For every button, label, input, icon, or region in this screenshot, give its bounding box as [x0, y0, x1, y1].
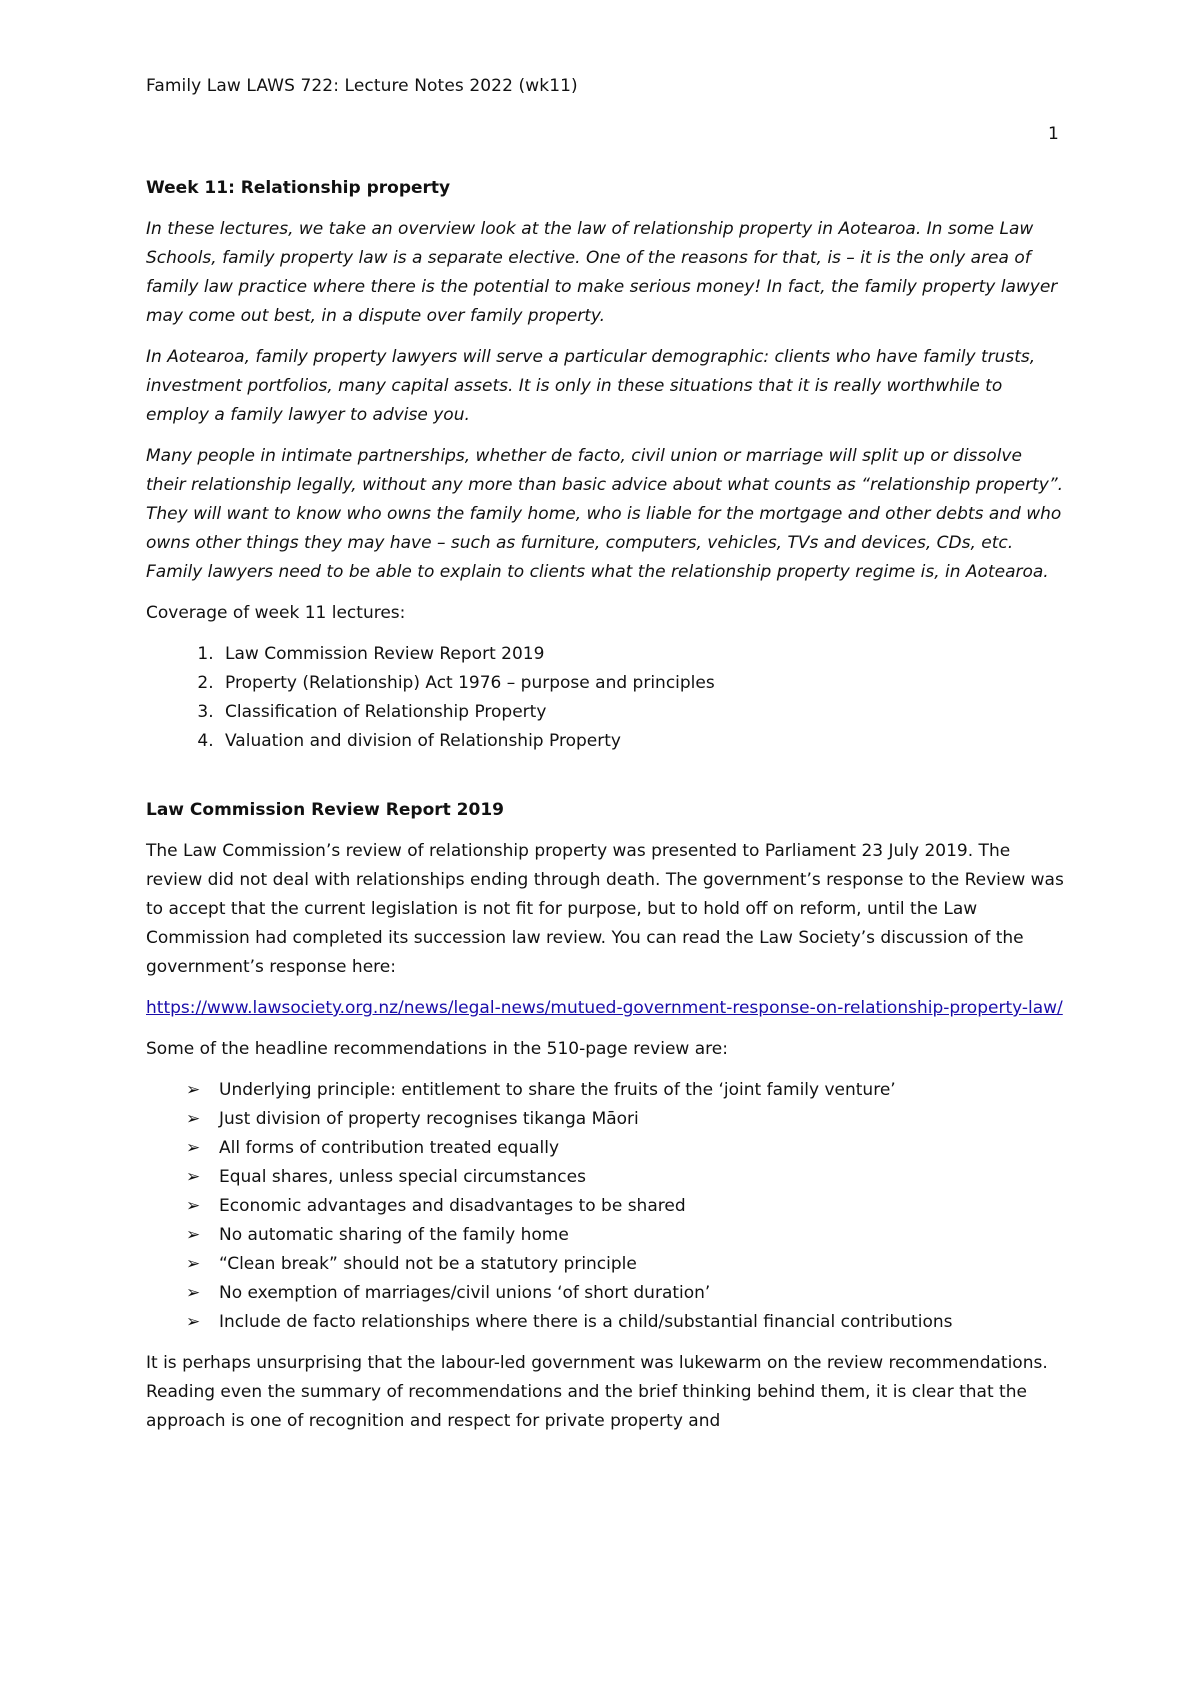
- arrow-bullet-icon: ➢: [186, 1167, 201, 1187]
- spacer: [146, 768, 1066, 796]
- section-heading-week11: Week 11: Relationship property: [146, 178, 451, 198]
- recommendation-item: [186, 1105, 1066, 1134]
- coverage-item: 4. Valuation and division of Relationship Property: [219, 727, 1066, 756]
- recommendation-item: [186, 1163, 1066, 1192]
- review-paragraph: The Law Commission’s review of relationship property was presented to Parliament 23 July 2019. The review did not deal with relationships ending through death. The government’s response to the Review was to accept that the current legislation is not fit for purpose, but to hold off on reform, until the Law Commission had completed its succession law review. You can read the Law Society’s discussion of the government’s response here:: [146, 841, 1064, 977]
- recommendation-item: [186, 1308, 1066, 1337]
- recommendation-text: Economic advantages and disadvantages to be shared: [219, 1196, 686, 1216]
- intro-paragraph-1: In these lectures, we take an overview look at the law of relationship property in Aotearoa. In some Law Schools, family property law is a separate elective. One of the reasons for that, is – it is the only area of family law practice where there is the potential to make serious money! In fact, the family property lawyer may come out best, in a dispute over family property.: [146, 219, 1058, 326]
- arrow-bullet-icon: ➢: [186, 1283, 201, 1303]
- arrow-bullet-icon: ➢: [186, 1225, 201, 1245]
- page-number: 1: [1048, 124, 1059, 144]
- coverage-item: 3. Classification of Relationship Property: [219, 698, 1066, 727]
- coverage-item: 1. Law Commission Review Report 2019: [219, 640, 1066, 669]
- recommendation-text: Include de facto relationships where there is a child/substantial financial contributions: [219, 1312, 953, 1332]
- recommendations-list: [146, 1076, 1066, 1337]
- recommendations-intro: Some of the headline recommendations in the 510-page review are:: [146, 1039, 728, 1059]
- document-body: [146, 174, 1066, 1448]
- recommendation-text: No automatic sharing of the family home: [219, 1225, 569, 1245]
- arrow-bullet-icon: ➢: [186, 1196, 201, 1216]
- intro-paragraph-3: Many people in intimate partnerships, whether de facto, civil union or marriage will split up or dissolve their relationship legally, without any more than basic advice about what counts as “relationship property”. They will want to know who owns the family home, who is liable for the mortgage and other debts and who owns other things they may have – such as furniture, computers, vehicles, TVs and devices, CDs, etc. Family lawyers need to be able to explain to clients what the relationship property regime is, in Aotearoa.: [146, 446, 1064, 582]
- law-society-link[interactable]: https://www.lawsociety.org.nz/news/legal-news/mutued-government-response-on-relationship-property-law/: [146, 998, 1063, 1018]
- coverage-item: 2. Property (Relationship) Act 1976 – purpose and principles: [219, 669, 1066, 698]
- recommendation-text: No exemption of marriages/civil unions ‘of short duration’: [219, 1283, 711, 1303]
- section-heading-law-commission: Law Commission Review Report 2019: [146, 800, 504, 820]
- intro-paragraph-2: In Aotearoa, family property lawyers will serve a particular demographic: clients who have family trusts, investment portfolios, many capital assets. It is only in these situations that it is really worthwhile to employ a family lawyer to advise you.: [146, 347, 1036, 425]
- recommendation-text: Underlying principle: entitlement to share the fruits of the ‘joint family venture’: [219, 1080, 896, 1100]
- recommendation-item: [186, 1134, 1066, 1163]
- closing-paragraph: It is perhaps unsurprising that the labour-led government was lukewarm on the review recommendations. Reading even the summary of recommendations and the brief thinking behind them, it is clear that the approach is one of recognition and respect for private property and: [146, 1353, 1048, 1431]
- recommendation-item: [186, 1076, 1066, 1105]
- recommendation-item: [186, 1250, 1066, 1279]
- coverage-list: [146, 640, 1066, 756]
- recommendation-item: [186, 1279, 1066, 1308]
- arrow-bullet-icon: ➢: [186, 1109, 201, 1129]
- recommendation-text: All forms of contribution treated equally: [219, 1138, 560, 1158]
- running-header: Family Law LAWS 722: Lecture Notes 2022 (wk11): [146, 76, 578, 96]
- recommendation-item: [186, 1221, 1066, 1250]
- arrow-bullet-icon: ➢: [186, 1312, 201, 1332]
- coverage-intro: Coverage of week 11 lectures:: [146, 603, 406, 623]
- arrow-bullet-icon: ➢: [186, 1080, 201, 1100]
- recommendation-text: Equal shares, unless special circumstances: [219, 1167, 586, 1187]
- arrow-bullet-icon: ➢: [186, 1138, 201, 1158]
- arrow-bullet-icon: ➢: [186, 1254, 201, 1274]
- recommendation-item: [186, 1192, 1066, 1221]
- recommendation-text: Just division of property recognises tikanga Māori: [219, 1109, 639, 1129]
- recommendation-text: “Clean break” should not be a statutory principle: [219, 1254, 637, 1274]
- link-paragraph: [146, 994, 1066, 1023]
